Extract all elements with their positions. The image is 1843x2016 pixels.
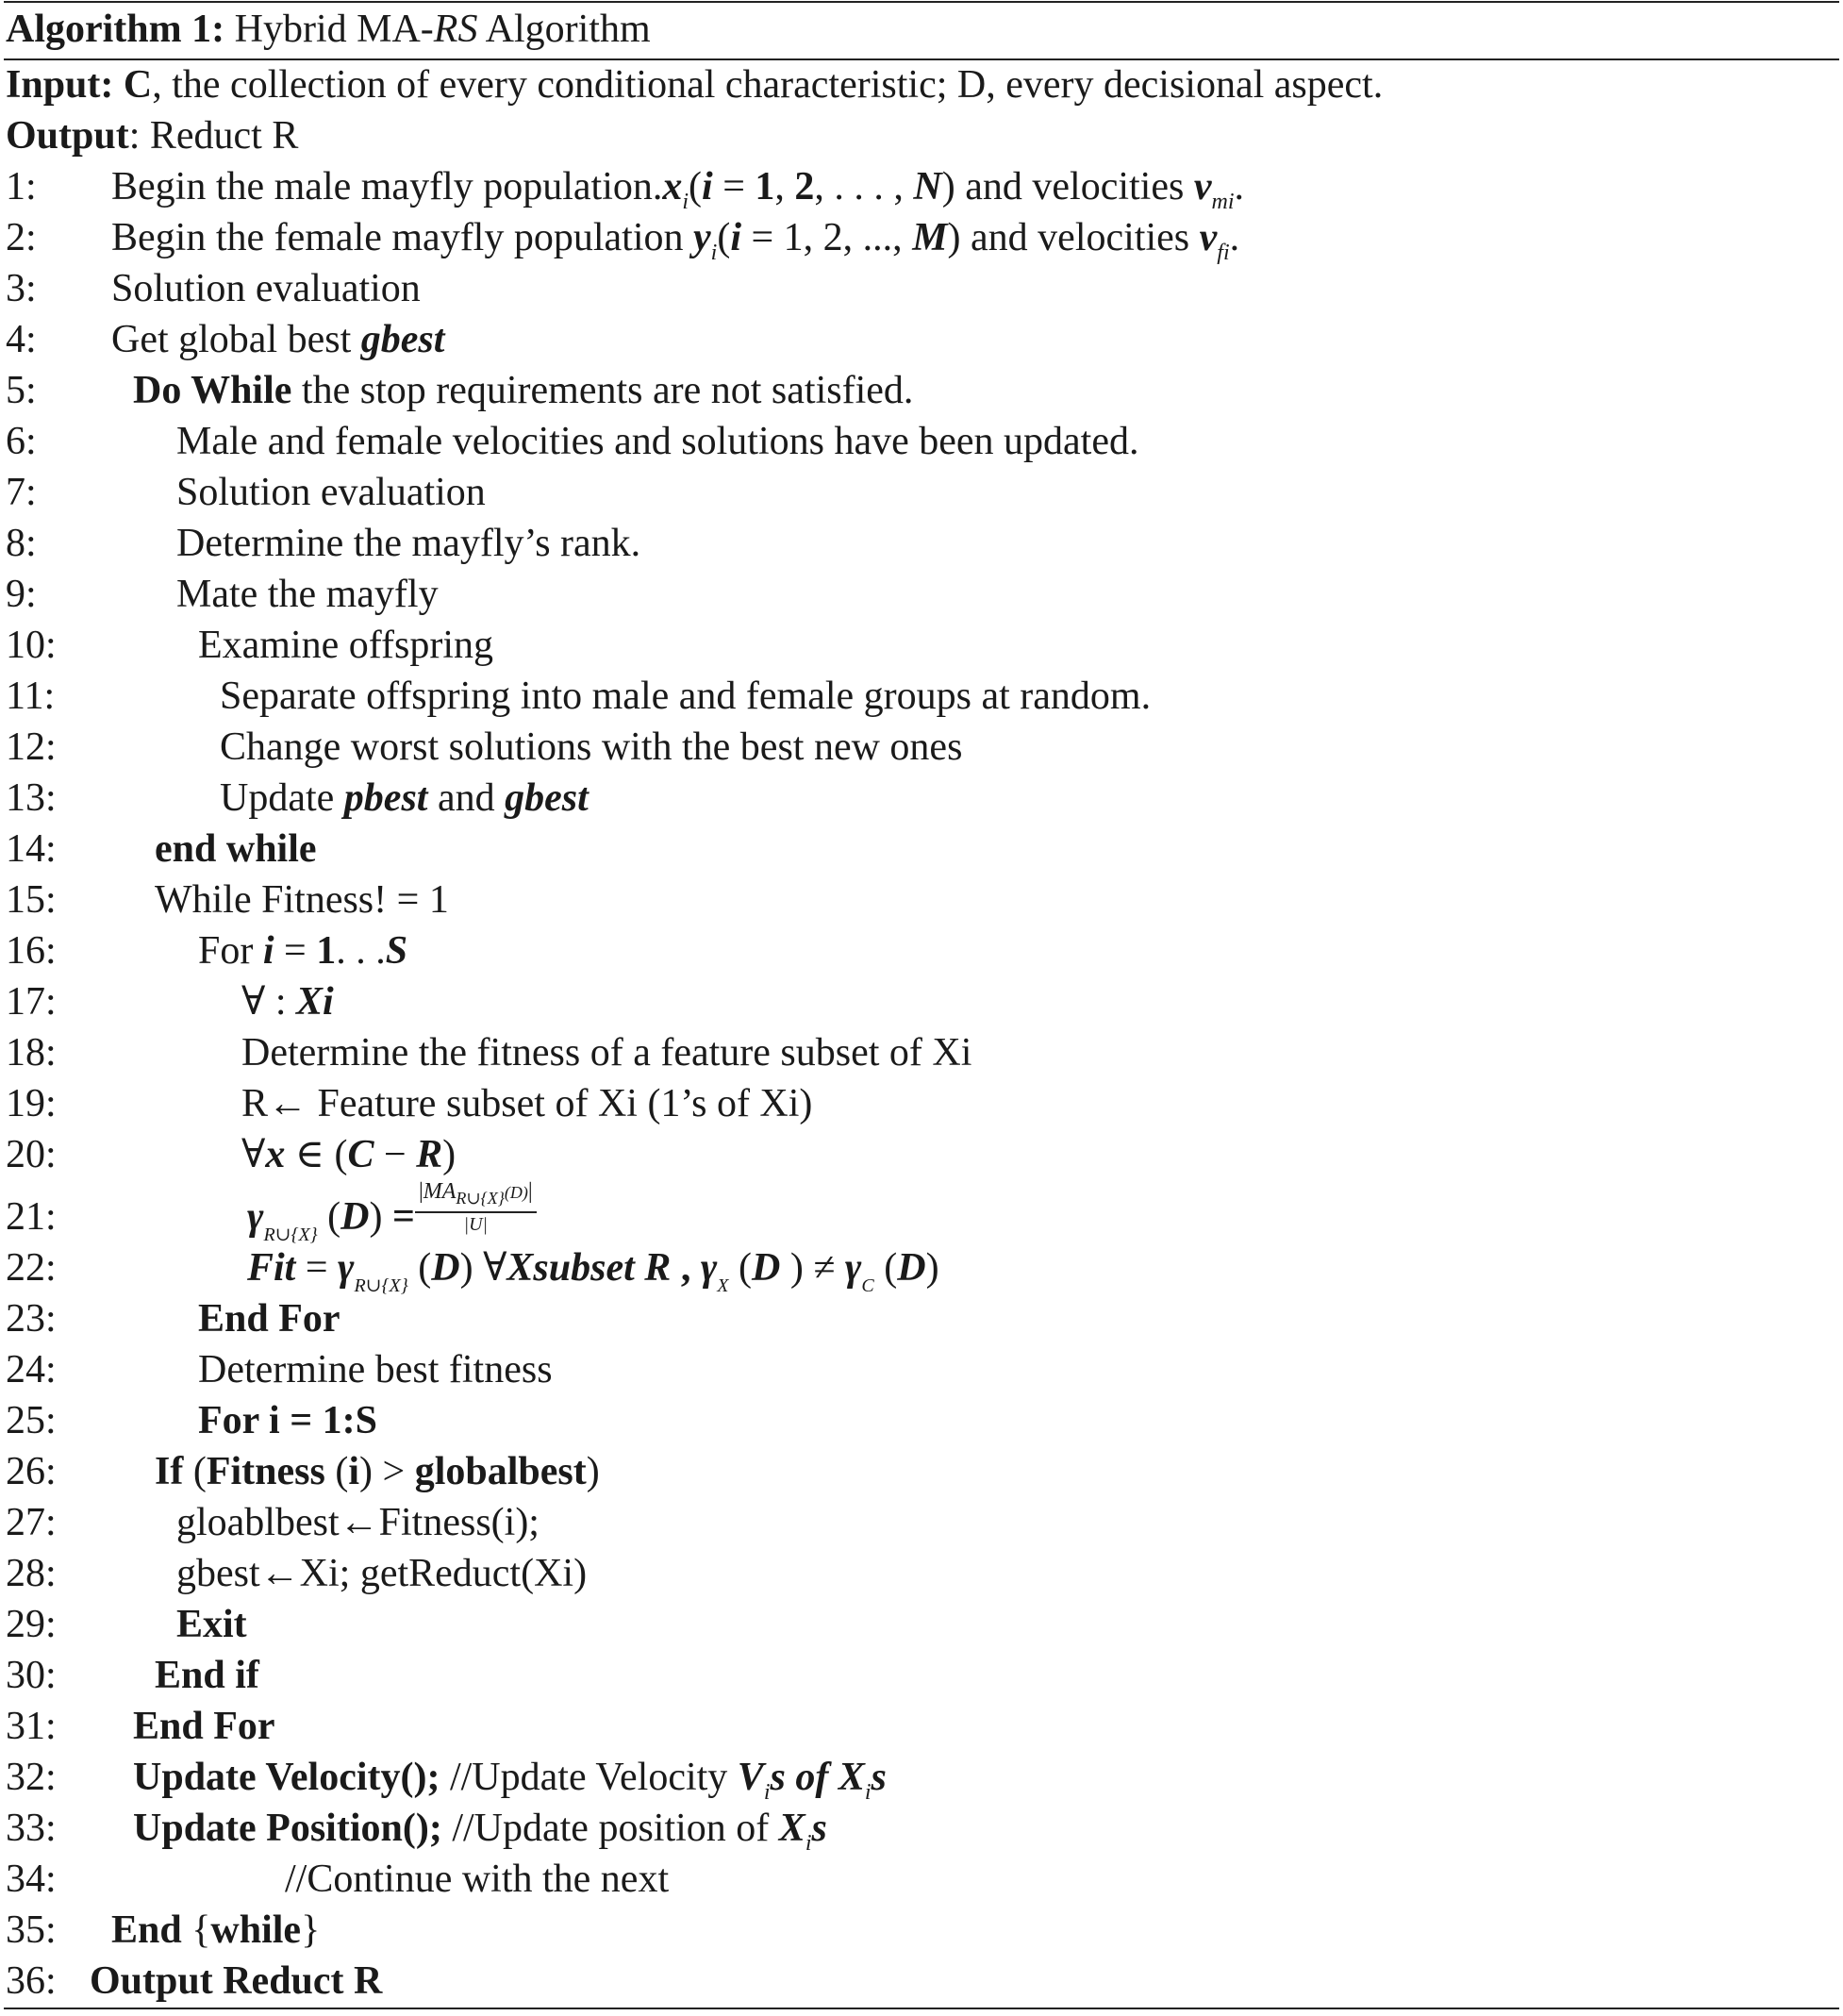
line-number: 1: (6, 165, 37, 208)
seg: ( (717, 216, 731, 259)
seg: ) (369, 1195, 393, 1240)
seg: i (730, 216, 741, 259)
algo-line-27 (6, 1497, 540, 1548)
seg: γ (844, 1246, 862, 1290)
seg: ) (442, 1133, 457, 1176)
seg: For (198, 929, 263, 973)
seg: v (1193, 165, 1212, 208)
algo-line-9 (6, 569, 439, 620)
seg: D (752, 1246, 781, 1290)
line-content: Male and female velocities and solutions have been updated. (176, 420, 1139, 463)
line-content: Determine the mayfly’s rank. (176, 522, 641, 565)
title-italic: RS (433, 8, 478, 51)
seg: Begin the male mayfly population. (111, 165, 663, 208)
bottom-rule (4, 2008, 1839, 2009)
seg: s (811, 1807, 827, 1850)
algo-line-15 (6, 875, 449, 925)
line-number: 24: (6, 1348, 57, 1391)
seg: , . . . , (814, 165, 914, 208)
seg: 1 (755, 165, 775, 208)
seg: . (1229, 216, 1240, 259)
seg: R∪{X} (263, 1225, 318, 1246)
line-content: Solution evaluation (111, 267, 421, 310)
algo-line-31 (6, 1701, 275, 1752)
line-content (198, 1293, 340, 1344)
seg: Begin the female mayfly population (111, 216, 693, 259)
seg: x (265, 1133, 286, 1176)
line-number: 35: (6, 1908, 57, 1952)
seg: i (864, 1780, 872, 1805)
line-number: 23: (6, 1297, 57, 1341)
line-content: Determine the fitness of a feature subset of Xi (241, 1031, 972, 1075)
seg: s (871, 1756, 887, 1799)
line-number: 16: (6, 929, 57, 973)
seg: , (774, 165, 795, 208)
seg: gbest (505, 776, 589, 820)
seg: ( (689, 165, 703, 208)
seg: pbest (343, 776, 428, 820)
line-number: 21: (6, 1195, 57, 1239)
algo-line-29 (6, 1599, 247, 1650)
algorithm-title (6, 4, 651, 55)
line-content (111, 314, 444, 365)
line-number: 15: (6, 878, 57, 922)
seg: Get global best (111, 318, 361, 361)
line-content (198, 1395, 377, 1446)
line-content (133, 365, 913, 416)
seg: C (347, 1133, 374, 1176)
seg: ) and velocities (947, 216, 1200, 259)
line-content: While Fitness! = 1 (155, 878, 449, 922)
seg: Xi (296, 980, 334, 1024)
seg: Do While (133, 369, 292, 412)
line-number: 9: (6, 573, 37, 616)
seg: i (763, 1780, 771, 1805)
algo-line-11 (6, 671, 1152, 722)
algorithm-label: Algorithm 1: (6, 8, 225, 51)
fraction (415, 1178, 537, 1236)
seg: D (431, 1246, 460, 1290)
seg: Update Position(); (133, 1807, 442, 1850)
seg: ) ≠ (780, 1246, 845, 1290)
seg: , (671, 1246, 701, 1290)
seg: Fit (247, 1246, 296, 1290)
line-number: 26: (6, 1450, 57, 1493)
line-content: R← Feature subset of Xi (1’s of Xi) (241, 1082, 813, 1125)
algo-line-14 (6, 824, 317, 875)
line-number: 10: (6, 624, 57, 667)
seg: while (210, 1908, 302, 1952)
seg: i (702, 165, 713, 208)
seg: v (1199, 216, 1218, 259)
algo-line-17 (6, 976, 334, 1027)
line-number: 14: (6, 827, 57, 871)
line-number: 3: (6, 267, 37, 310)
seg: { (181, 1908, 211, 1952)
line-content (198, 925, 407, 976)
algo-line-23 (6, 1293, 340, 1344)
line-number: 25: (6, 1399, 57, 1442)
seg: ( (317, 1195, 341, 1240)
seg: For i = 1:S (198, 1399, 377, 1442)
line-number: 6: (6, 420, 37, 463)
seg: MA (423, 1179, 457, 1204)
line-number: 22: (6, 1246, 57, 1290)
line-number: 4: (6, 318, 37, 361)
line-content (111, 1905, 320, 1956)
algo-line-34 (6, 1854, 670, 1905)
algo-line-30 (6, 1650, 259, 1701)
seg: V (737, 1756, 764, 1799)
algo-line-10 (6, 620, 493, 671)
seg: 2 (794, 165, 815, 208)
seg: (D) (504, 1183, 528, 1202)
line-content (247, 1242, 939, 1311)
seg: and (427, 776, 506, 820)
line-number: 32: (6, 1756, 57, 1799)
algo-line-8 (6, 518, 641, 569)
seg: End (111, 1908, 182, 1952)
input-c: C (123, 63, 153, 107)
seg: − (374, 1133, 417, 1176)
seg: end while (155, 827, 317, 871)
line-content (241, 1129, 456, 1180)
algo-line-26 (6, 1446, 600, 1497)
seg: ( (324, 1450, 349, 1493)
algo-line-3 (6, 263, 421, 314)
line-number: 27: (6, 1501, 57, 1544)
line-number: 36: (6, 1959, 57, 2003)
seg: . (1234, 165, 1244, 208)
fraction-denominator: |U| (463, 1214, 489, 1235)
algo-line-7 (6, 467, 486, 518)
line-content (133, 1701, 275, 1752)
seg: } (301, 1908, 321, 1952)
line-number: 17: (6, 980, 57, 1024)
seg: End For (198, 1297, 340, 1341)
algo-line-25 (6, 1395, 377, 1446)
seg: fi (1217, 241, 1230, 265)
seg: ( (183, 1450, 207, 1493)
seg: ) (459, 1246, 484, 1290)
line-number: 5: (6, 369, 37, 412)
algo-line-24 (6, 1344, 553, 1395)
line-number: 31: (6, 1705, 57, 1748)
line-number: 19: (6, 1082, 57, 1125)
seg: i (682, 190, 689, 214)
line-number: 20: (6, 1133, 57, 1176)
input-text: , the collection of every conditional characteristic; D, every decisional aspect. (152, 63, 1384, 107)
seg: i (348, 1450, 360, 1493)
algo-line-32 (6, 1752, 887, 1805)
seg: = (295, 1246, 339, 1290)
seg: Update Velocity(); (133, 1756, 440, 1799)
line-number: 2: (6, 216, 37, 259)
algo-line-35 (6, 1905, 321, 1956)
seg: X (717, 1275, 729, 1296)
seg: globalbest (414, 1450, 587, 1493)
seg: Update (220, 776, 344, 820)
line-number: 11: (6, 675, 56, 718)
seg: ) (925, 1246, 939, 1290)
seg: X (838, 1756, 865, 1799)
seg: i (805, 1831, 812, 1856)
output-line (6, 110, 298, 161)
algo-line-36 (6, 1956, 383, 2007)
line-number: 7: (6, 471, 37, 514)
line-number: 18: (6, 1031, 57, 1075)
seg: i (710, 241, 718, 265)
seg: //Update position of (441, 1807, 779, 1850)
seg: End For (133, 1705, 275, 1748)
seg: ) > (359, 1450, 415, 1493)
seg: y (693, 216, 711, 259)
seg: //Update Velocity (440, 1756, 738, 1799)
output-label: Output (6, 114, 129, 158)
seg: gbest (360, 318, 445, 361)
seg: i (262, 929, 274, 973)
line-number: 28: (6, 1552, 57, 1595)
seg: X (778, 1807, 805, 1850)
seg: S (385, 929, 408, 973)
seg: Exit (176, 1603, 247, 1646)
seg: ∀ (483, 1246, 507, 1290)
algo-line-12 (6, 722, 963, 773)
seg: D (340, 1195, 370, 1240)
line-number: 8: (6, 522, 37, 565)
line-content (155, 824, 317, 875)
algo-line-4 (6, 314, 445, 365)
seg: Output Reduct R (90, 1959, 383, 2003)
seg: 1 (316, 929, 337, 973)
algo-line-5 (6, 365, 914, 416)
line-number: 29: (6, 1603, 57, 1646)
line-content (155, 1446, 600, 1497)
seg: ) and velocities (941, 165, 1194, 208)
seg: R (416, 1133, 443, 1176)
line-number: 33: (6, 1807, 57, 1850)
algo-line-19 (6, 1078, 813, 1129)
seg: ∈ ( (285, 1133, 348, 1176)
seg: M (912, 216, 948, 259)
line-content: Solution evaluation (176, 471, 486, 514)
seg: γ (700, 1246, 718, 1290)
algo-line-16 (6, 925, 408, 976)
seg: ( (728, 1246, 753, 1290)
seg: ( (407, 1246, 432, 1290)
line-content: Mate the mayfly (176, 573, 439, 616)
seg: If (155, 1450, 184, 1493)
seg: R∪{X} (354, 1275, 408, 1296)
line-content: gbest←Xi; getReduct(Xi) (176, 1552, 588, 1595)
title-prefix: Hybrid MA- (234, 8, 434, 51)
line-content (155, 1650, 259, 1701)
algo-line-13 (6, 773, 589, 824)
seg: mi (1211, 190, 1235, 214)
seg: ) (586, 1450, 600, 1493)
algo-line-2 (6, 212, 1240, 265)
seg: the stop requirements are not satisfied. (291, 369, 914, 412)
algo-line-1 (6, 161, 1244, 214)
seg: = 1, 2, ..., (741, 216, 913, 259)
line-content: Determine best fitness (198, 1348, 553, 1391)
seg: x (662, 165, 683, 208)
seg: N (913, 165, 942, 208)
seg: Xsubset R (506, 1246, 672, 1290)
line-content (90, 1956, 382, 2007)
seg: . . . (336, 929, 386, 973)
output-text: : Reduct R (128, 114, 299, 158)
seg: C (861, 1275, 874, 1296)
algo-line-20 (6, 1129, 457, 1180)
input-line (6, 59, 1383, 110)
line-number: 13: (6, 776, 57, 820)
seg: γ (247, 1195, 264, 1240)
seg: ( (873, 1246, 898, 1290)
seg: = (274, 929, 317, 973)
input-label: Input: (6, 63, 114, 107)
line-content (241, 976, 334, 1027)
algo-line-28 (6, 1548, 588, 1599)
seg: R∪{X} (456, 1189, 505, 1208)
title-suffix: Algorithm (477, 8, 651, 51)
algo-line-18 (6, 1027, 972, 1078)
line-content: gloablbest←Fitness(i); (176, 1501, 540, 1544)
line-content: Change worst solutions with the best new ones (220, 725, 963, 769)
fraction-numerator: $|MA_{R\cup\{X\}}(D)|$ (415, 1178, 537, 1213)
seg: = (392, 1195, 415, 1240)
seg: = (712, 165, 755, 208)
line-number: 30: (6, 1654, 57, 1697)
algo-line-33 (6, 1803, 827, 1856)
seg: ∀ (241, 1133, 266, 1176)
algo-line-6 (6, 416, 1139, 467)
line-content: Separate offspring into male and female groups at random. (220, 675, 1152, 718)
line-number: 12: (6, 725, 57, 769)
line-content: //Continue with the next (285, 1858, 670, 1901)
top-rule (4, 1, 1839, 3)
seg: Fitness (206, 1450, 325, 1493)
line-content (220, 773, 589, 824)
seg: s of (770, 1756, 838, 1799)
line-content: Examine offspring (198, 624, 493, 667)
seg: D (897, 1246, 926, 1290)
seg: End if (155, 1654, 259, 1697)
seg: γ (338, 1246, 355, 1290)
line-content (176, 1599, 247, 1650)
seg: ∀ : (241, 980, 297, 1024)
line-number: 34: (6, 1858, 57, 1901)
